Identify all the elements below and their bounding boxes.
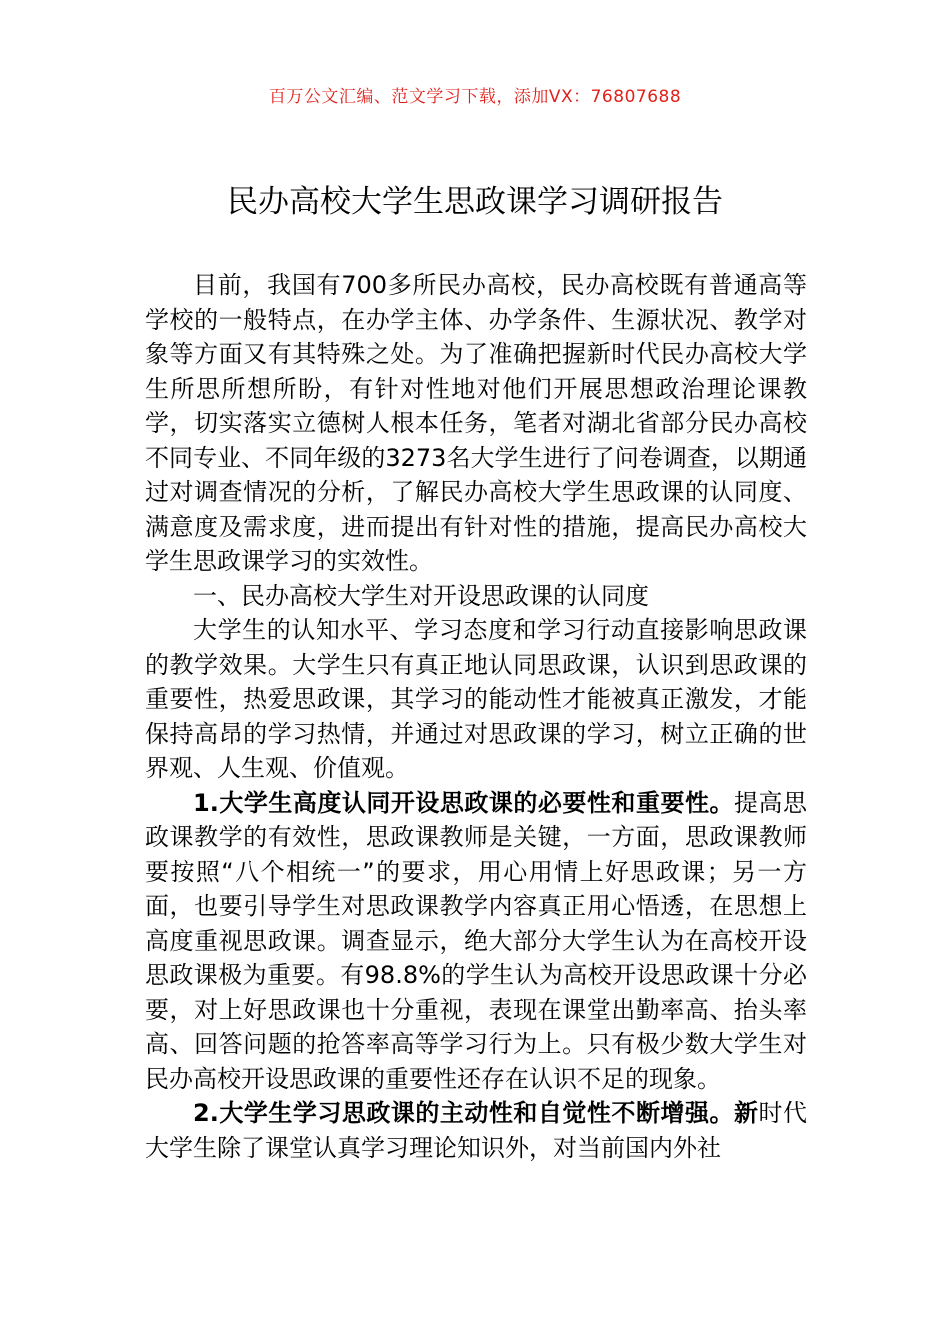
watermark-banner: 百万公文汇编、范文学习下载，添加VX：76807688 (268, 87, 682, 107)
point-2-heading: 2.大学生学习思政课的主动性和自觉性不断增强。新 (193, 1099, 759, 1127)
document-title: 民办高校大学生思政课学习调研报告 (227, 184, 723, 220)
body-paragraph: 大学生的认知水平、学习态度和学习行动直接影响思政课的教学效果。大学生只有真正地认同思政课，认识到思政课的重要性，热爱思政课，其学习的能动性才能被真正激发，才能保持高昂的学习热情，并通过对思政课的学习，树立正确的世界观、人生观、价值观。 (145, 616, 807, 782)
intro-paragraph: 目前，我国有700多所民办高校，民办高校既有普通高等学校的一般特点，在办学主体、办学条件、生源状况、教学对象等方面又有其特殊之处。为了准确把握新时代民办高校大学生所思所想所盼，有针对性地对他们开展思想政治理论课教学，切实落实立德树人根本任务，笔者对湖北省部分民办高校不同专业、不同年级的3273名大学生进行了问卷调查，以期通过对调查情况的分析，了解民办高校大学生思政课的认同度、满意度及需求度，进而提出有针对性的措施，提高民办高校大学生思政课学习的实效性。 (145, 271, 807, 575)
section-heading: 一、民办高校大学生对开设思政课的认同度 (193, 581, 649, 610)
point-paragraph-1 (145, 786, 807, 1097)
point-1-heading: 1.大学生高度认同开设思政课的必要性和重要性。 (193, 788, 734, 817)
document-body (145, 268, 807, 1165)
point-2-text: 时代大学生除了课堂认真学习理论知识外，对当前国内外社 (145, 1099, 807, 1162)
point-paragraph-2 (145, 1096, 807, 1165)
point-1-text: 提高思政课教学的有效性，思政课教师是关键，一方面，思政课教师要按照“八个相统一”的要求，用心用情上好思政课；另一方面，也要引导学生对思政课教学内容真正用心悟透，在思想上高度重视思政课。调查显示，绝大部分大学生认为在高校开设思政课极为重要。有98.8%的学生认为高校开设思政课十分必要，对上好思政课也十分重视，表现在课堂出勤率高、抬头率高、回答问题的抢答率高等学习行为上。只有极少数大学生对民办高校开设思政课的重要性还存在认识不足的现象。 (145, 788, 807, 1093)
